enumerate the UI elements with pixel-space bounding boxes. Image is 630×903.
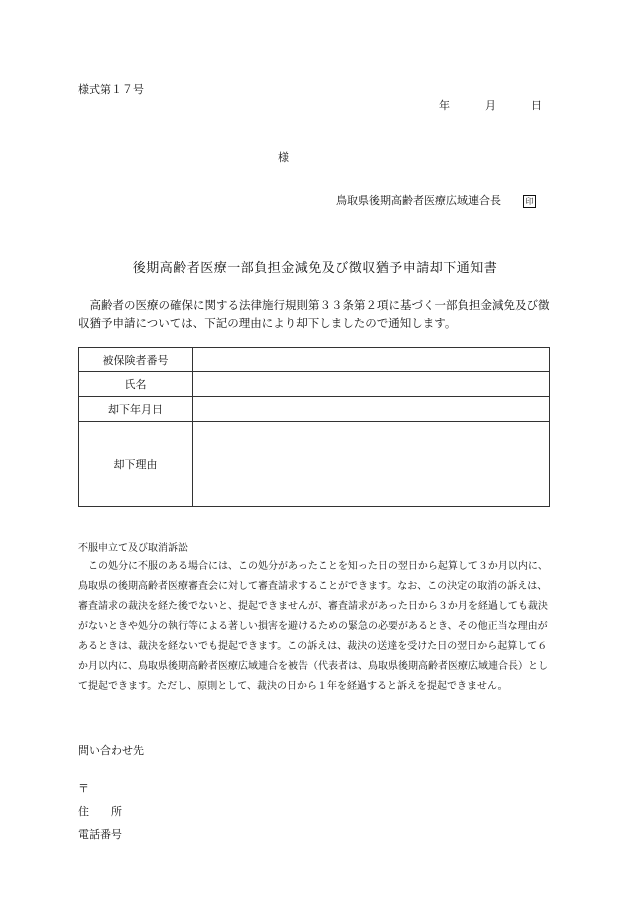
postal-mark: 〒	[78, 782, 89, 795]
date-day-label: 日	[531, 99, 542, 112]
intro-text	[78, 296, 554, 332]
rejection-reason-label: 却下理由	[79, 422, 193, 507]
date-year-label: 年	[439, 99, 450, 112]
table-row	[79, 348, 550, 372]
rejection-reason-value	[193, 422, 550, 507]
sender-name: 鳥取県後期高齢者医療広域連合長	[336, 194, 501, 207]
contact-section	[78, 742, 144, 849]
sender-line	[336, 192, 536, 208]
document-title: 後期高齢者医療一部負担金減免及び徴収猶予申請却下通知書	[132, 261, 498, 276]
table-row	[79, 372, 550, 397]
table-row	[79, 397, 550, 422]
phone-label: 電話番号	[78, 828, 122, 841]
contact-heading: 問い合わせ先	[78, 744, 144, 757]
insured-number-value	[193, 348, 550, 372]
appeal-heading: 不服申立て及び取消訴訟	[78, 543, 188, 554]
appeal-body: この処分に不服のある場合には、この処分があったことを知った日の翌日から起算して３か月以内に、鳥取県の後期高齢者医療審査会に対して審査請求することができます。なお、この決定の取消の訴えは、審査請求の裁決を経た後でないと、提起できませんが、審査請求があった日から３か月を経過しても裁決がないときや処分の執行等による著しい損害を避けるための緊急の必要があるとき、その他正当な理由があるときは、裁決を経ないでも提起できます。この訴えは、裁決の送達を受けた日の翌日から起算して６か月以内に、鳥取県後期高齢者医療広域連合を被告（代表者は、鳥取県後期高齢者医療広域連合長）として提起できます。ただし、原則として、裁決の日から１年を経過すると訴えを提起できません。	[78, 561, 548, 692]
date-line	[439, 97, 542, 113]
recipient-suffix: 様	[278, 151, 289, 164]
appeal-section	[78, 541, 554, 697]
insured-number-label: 被保険者番号	[79, 348, 193, 372]
form-number: 様式第１７号	[78, 83, 144, 96]
address-label: 住 所	[78, 805, 122, 818]
name-label: 氏名	[79, 372, 193, 397]
date-month-label: 月	[485, 99, 496, 112]
notice-table	[78, 347, 550, 507]
seal-stamp: 印	[523, 195, 536, 208]
table-row	[79, 422, 550, 507]
rejection-date-label: 却下年月日	[79, 397, 193, 422]
intro-body: 高齢者の医療の確保に関する法律施行規則第３３条第２項に基づく一部負担金減免及び徴収猶予申請については、下記の理由により却下しましたので通知します。	[78, 298, 550, 330]
name-value	[193, 372, 550, 397]
rejection-date-value	[193, 397, 550, 422]
